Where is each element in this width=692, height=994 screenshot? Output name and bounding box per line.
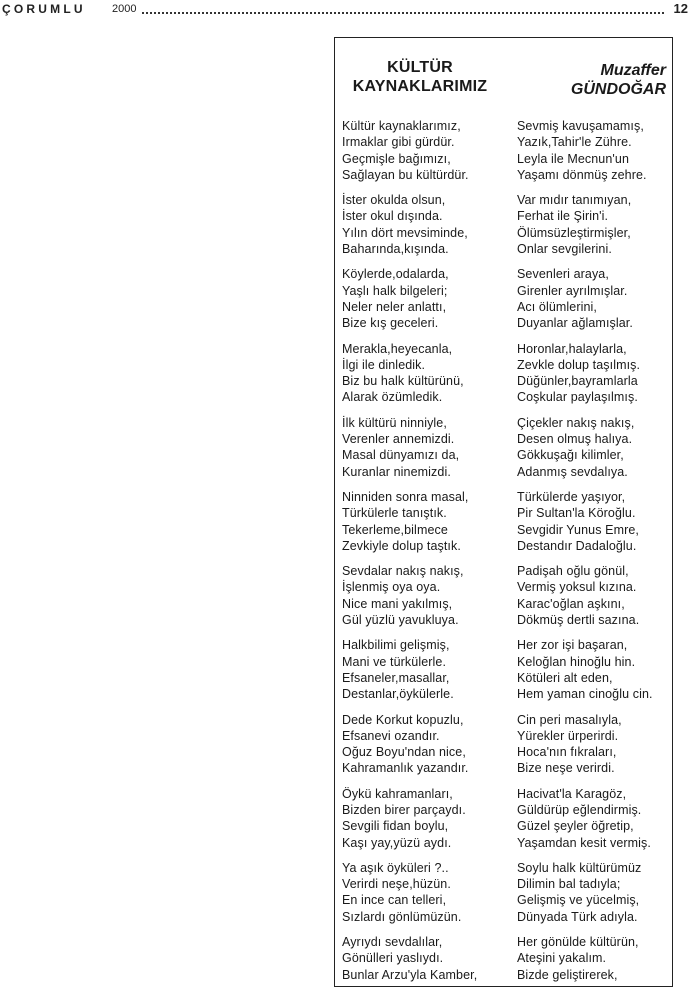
stanza (517, 712, 671, 777)
poem-line: Dökmüş dertli sazına. (517, 613, 640, 628)
poem-line: Dilimin bal tadıyla; (517, 877, 621, 892)
stanza (342, 637, 514, 702)
poem-box (334, 37, 673, 987)
poem-line: Karac'oğlan aşkını, (517, 596, 625, 611)
stanza (342, 712, 514, 777)
poem-right-column (517, 118, 671, 992)
poem-line: Türkülerle tanıştık. (342, 506, 447, 521)
poem-line: Gönülleri yaslıydı. (342, 951, 444, 966)
poem-line: Gelişmiş ve yücelmiş, (517, 893, 640, 908)
stanza (517, 489, 671, 554)
poem-line: Her gönülde kültürün, (517, 935, 639, 950)
poem-line: Efsaneler,masallar, (342, 670, 450, 685)
poem-title-line-1: KÜLTÜR (387, 59, 453, 76)
stanza (517, 637, 671, 702)
poem-line: Yürekler ürperirdi. (517, 728, 619, 743)
poem-line: Tekerleme,bilmece (342, 522, 448, 537)
poem-line: İster okul dışında. (342, 209, 443, 224)
poem-line: Alarak özümledik. (342, 390, 443, 405)
poem-line: Yazık,Tahir'le Zühre. (517, 135, 632, 150)
poem-line: Cin peri masalıyla, (517, 712, 622, 727)
dotted-leader (142, 12, 664, 14)
poem-line: Baharında,kışında. (342, 242, 449, 257)
stanza (342, 341, 514, 406)
poem-line: Her zor işi başaran, (517, 638, 628, 653)
poem-line: Duyanlar ağlamışlar. (517, 316, 633, 331)
stanza (342, 563, 514, 628)
poem-line: Girenler ayrılmışlar. (517, 283, 628, 298)
poem-line: Güzel şeyler öğretip, (517, 819, 634, 834)
poem-line: Merakla,heyecanla, (342, 341, 453, 356)
poem-title (345, 58, 495, 96)
poem-line: Verirdi neşe,hüzün. (342, 877, 451, 892)
stanza (342, 489, 514, 554)
poem-line: Yaşlı halk bilgeleri; (342, 283, 448, 298)
author-last-name: GÜNDOĞAR (570, 81, 666, 98)
poem-line: Yılın dört mevsiminde, (342, 225, 468, 240)
poem-line: Keloğlan hinoğlu hin. (517, 654, 636, 669)
poem-line: Yaşamı dönmüş zehre. (517, 167, 647, 182)
poem-line: Kaşı yay,yüzü aydı. (342, 835, 452, 850)
poem-line: Yaşamdan kesit vermiş. (517, 835, 651, 850)
poem-line: Gökkuşağı kilimler, (517, 448, 624, 463)
poem-line: Ferhat ile Şirin'i. (517, 209, 609, 224)
poem-line: Kuranlar ninemizdi. (342, 464, 451, 479)
poem-line: Pir Sultan'la Köroğlu. (517, 506, 636, 521)
poem-line: Acı ölümlerini, (517, 299, 597, 314)
poem-line: Çiçekler nakış nakış, (517, 415, 635, 430)
poem-line: Neler neler anlattı, (342, 299, 447, 314)
poem-line: Onlar sevgilerini. (517, 242, 612, 257)
poem-line: Sevgili fidan boylu, (342, 819, 449, 834)
poem-line: Güldürüp eğlendirmiş. (517, 802, 642, 817)
poem-line: Masal dünyamızı da, (342, 448, 460, 463)
magazine-name: ÇORUMLU (2, 2, 86, 16)
poem-line: Sevgidir Yunus Emre, (517, 522, 639, 537)
poem-left-column (342, 118, 514, 992)
poem-line: Ayrıydı sevdalılar, (342, 935, 443, 950)
author-first-name: Muzaffer (600, 62, 666, 79)
poem-line: Horonlar,halaylarla, (517, 341, 627, 356)
poem-line: Padişah oğlu gönül, (517, 564, 629, 579)
poem-line: Vermiş yoksul kızına. (517, 580, 637, 595)
stanza (342, 118, 514, 183)
poem-line: Köylerde,odalarda, (342, 267, 449, 282)
poem-line: İlk kültürü ninniyle, (342, 415, 447, 430)
poem-line: Irmaklar gibi gürdür. (342, 135, 455, 150)
poem-line: Bize kış geceleri. (342, 316, 439, 331)
stanza (517, 563, 671, 628)
poem-line: Öykü kahramanları, (342, 786, 453, 801)
poem-line: Desen olmuş halıya. (517, 432, 633, 447)
poem-line: Oğuz Boyu'ndan nice, (342, 745, 466, 760)
poem-line: En ince can telleri, (342, 893, 447, 908)
poem-line: Sevmiş kavuşamamış, (517, 119, 644, 133)
stanza (517, 934, 671, 983)
poem-line: Sağlayan bu kültürdür. (342, 167, 469, 182)
poem-line: Destanlar,öykülerle. (342, 687, 454, 702)
poem-line: İster okulda olsun, (342, 193, 446, 208)
poem-line: Zevkle dolup taşılmış. (517, 357, 641, 372)
poem-line: Kötüleri alt eden, (517, 670, 613, 685)
stanza (342, 934, 514, 983)
stanza (517, 860, 671, 925)
stanza (517, 192, 671, 257)
issue-year: 2000 (112, 3, 137, 15)
poem-title-line-2: KAYNAKLARIMIZ (352, 78, 488, 95)
poem-line: Kahramanlık yazandır. (342, 761, 469, 776)
poem-line: Sevdalar nakış nakış, (342, 564, 464, 579)
poem-line: Coşkular paylaşılmış. (517, 390, 638, 405)
stanza (342, 266, 514, 331)
poem-line: Gül yüzlü yavukluya. (342, 613, 459, 628)
poem-line: Düğünler,bayramlarla (517, 374, 638, 389)
stanza (342, 192, 514, 257)
poem-line: Bizde geliştirerek, (517, 967, 618, 982)
poem-line: Ateşini yakalım. (517, 951, 607, 966)
poem-author (571, 61, 666, 99)
stanza (517, 341, 671, 406)
poem-line: Soylu halk kültürümüz (517, 860, 642, 875)
poem-line: Bizden birer parçaydı. (342, 802, 466, 817)
poem-line: Var mıdır tanımıyan, (517, 193, 632, 208)
poem-line: Leyla ile Mecnun'un (517, 151, 629, 166)
poem-line: Adanmış sevdalıya. (517, 464, 628, 479)
poem-line: Efsanevi ozandır. (342, 728, 440, 743)
stanza (517, 266, 671, 331)
poem-line: Nice mani yakılmış, (342, 596, 453, 611)
poem-line: Bize neşe verirdi. (517, 761, 615, 776)
poem-line: İşlenmiş oya oya. (342, 580, 441, 595)
poem-line: Destandır Dadaloğlu. (517, 538, 637, 553)
poem-line: Kültür kaynaklarımız, (342, 119, 461, 133)
page-header (2, 2, 688, 16)
stanza (342, 786, 514, 851)
poem-line: Dede Korkut kopuzlu, (342, 712, 464, 727)
poem-line: Ninniden sonra masal, (342, 489, 469, 504)
poem-line: Biz bu halk kültürünü, (342, 374, 464, 389)
poem-line: Bunlar Arzu'yla Kamber, (342, 967, 478, 982)
stanza (517, 786, 671, 851)
poem-line: Türkülerde yaşıyor, (517, 489, 626, 504)
poem-line: Dünyada Türk adıyla. (517, 909, 638, 924)
stanza (517, 415, 671, 480)
poem-line: Hem yaman cinoğlu cin. (517, 687, 653, 702)
poem-line: Sevenleri araya, (517, 267, 609, 282)
poem-line: Halkbilimi gelişmiş, (342, 638, 450, 653)
poem-line: Geçmişle bağımızı, (342, 151, 451, 166)
poem-line: Hacivat'la Karagöz, (517, 786, 627, 801)
poem-line: Hoca'nın fıkraları, (517, 745, 617, 760)
stanza (342, 860, 514, 925)
stanza (342, 415, 514, 480)
poem-line: Mani ve türkülerle. (342, 654, 447, 669)
page-number: 12 (673, 1, 688, 16)
poem-line: Verenler annemizdi. (342, 432, 455, 447)
poem-line: Ölümsüzleştirmişler, (517, 225, 631, 240)
poem-line: Ya aşık öyküleri ?.. (342, 860, 449, 875)
stanza (517, 118, 671, 183)
poem-line: Zevkiyle dolup taştık. (342, 538, 461, 553)
poem-line: İlgi ile dinledik. (342, 357, 426, 372)
poem-line: Sızlardı gönlümüzün. (342, 909, 462, 924)
